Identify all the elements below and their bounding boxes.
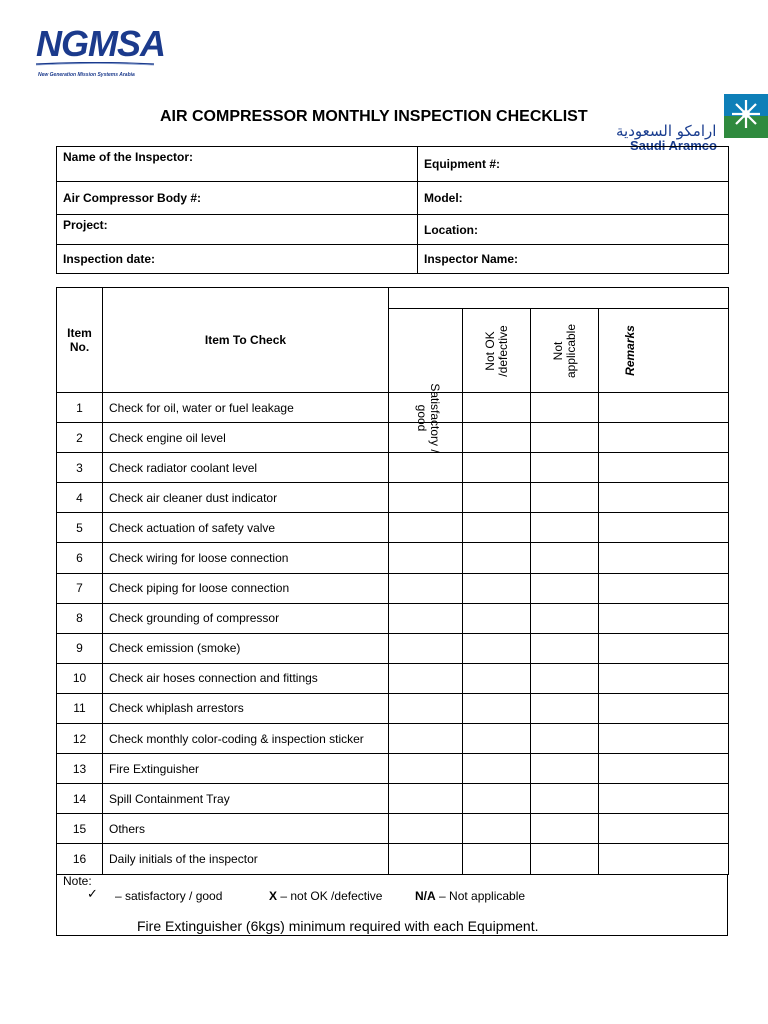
not-ok-cell[interactable] [463,844,531,874]
item-description: Check monthly color-coding & inspection sticker [103,724,389,754]
not-applicable-cell[interactable] [531,784,599,814]
inspection-date-field[interactable]: Inspection date: [57,245,418,274]
check-mark-icon: ✓ [87,886,98,901]
legend-not-applicable [415,889,525,903]
fire-extinguisher-note: Fire Extinguisher (6kgs) minimum required with each Equipment. [137,918,539,934]
model-field[interactable]: Model: [418,182,729,215]
table-row [57,573,729,603]
not-ok-cell[interactable] [463,754,531,784]
item-number: 5 [57,513,103,543]
item-number: 7 [57,573,103,603]
item-description: Check emission (smoke) [103,633,389,663]
item-number: 14 [57,784,103,814]
not-ok-cell[interactable] [463,633,531,663]
aramco-latin-text: Saudi Aramco [630,138,717,153]
item-description: Check air cleaner dust indicator [103,483,389,513]
satisfactory-cell[interactable] [389,663,463,693]
item-description: Spill Containment Tray [103,784,389,814]
remarks-cell[interactable] [599,483,729,513]
item-description: Check for oil, water or fuel leakage [103,393,389,423]
header-item-no: Item No. [57,288,103,393]
not-ok-cell[interactable] [463,784,531,814]
item-number: 2 [57,423,103,453]
not-applicable-cell[interactable] [531,483,599,513]
not-ok-cell[interactable] [463,513,531,543]
table-row [57,633,729,663]
legend-x-symbol: X [269,889,278,903]
header-not-ok-label: Not OK /defective [482,324,510,377]
remarks-cell[interactable] [599,724,729,754]
item-description: Check whiplash arrestors [103,693,389,723]
not-applicable-cell[interactable] [531,693,599,723]
item-number: 6 [57,543,103,573]
compressor-body-field[interactable]: Air Compressor Body #: [57,182,418,215]
item-description: Check air hoses connection and fittings [103,663,389,693]
remarks-cell[interactable] [599,693,729,723]
item-description: Others [103,814,389,844]
header-satisfactory-label: Satisfactory / good [415,383,442,453]
header-satisfactory [415,383,442,453]
remarks-cell[interactable] [599,784,729,814]
item-number: 4 [57,483,103,513]
not-applicable-cell[interactable] [531,573,599,603]
not-ok-cell[interactable] [463,603,531,633]
satisfactory-cell[interactable] [389,573,463,603]
aramco-star-icon [724,94,768,138]
aramco-arabic-text: ارامكو السعودية [616,122,717,140]
remarks-cell[interactable] [599,663,729,693]
remarks-cell[interactable] [599,393,729,423]
table-row [57,814,729,844]
remarks-cell[interactable] [599,543,729,573]
header-item-to-check: Item To Check [103,288,389,393]
not-applicable-cell[interactable] [531,603,599,633]
not-applicable-cell[interactable] [531,724,599,754]
item-number: 10 [57,663,103,693]
item-number: 8 [57,603,103,633]
item-description: Fire Extinguisher [103,754,389,784]
satisfactory-cell[interactable] [389,483,463,513]
item-number: 1 [57,393,103,423]
not-applicable-cell[interactable] [531,844,599,874]
notes-section [56,874,728,936]
header-remarks [599,309,729,393]
not-applicable-cell[interactable] [531,633,599,663]
item-description: Check radiator coolant level [103,453,389,483]
not-ok-cell[interactable] [463,543,531,573]
item-number: 15 [57,814,103,844]
ngmsa-logo [36,23,165,82]
remarks-cell[interactable] [599,573,729,603]
not-ok-cell[interactable] [463,393,531,423]
location-field[interactable]: Location: [418,215,729,245]
checklist-rows [57,393,729,875]
table-row [57,423,729,453]
legend-not-ok [269,889,382,903]
remarks-cell[interactable] [599,513,729,543]
satisfactory-cell[interactable] [389,693,463,723]
remarks-cell[interactable] [599,844,729,874]
header-remarks-label: Remarks [622,325,637,376]
item-number: 3 [57,453,103,483]
not-ok-cell[interactable] [463,483,531,513]
remarks-cell[interactable] [599,453,729,483]
ngmsa-logo-text: NGMSA [36,23,165,64]
remarks-cell[interactable] [599,814,729,844]
satisfactory-cell[interactable] [389,724,463,754]
ngmsa-tagline: New Generation Mission Systems Arabia [38,72,135,78]
remarks-cell[interactable] [599,423,729,453]
table-row [57,603,729,633]
table-row [57,663,729,693]
item-description: Check piping for loose connection [103,573,389,603]
table-row [57,453,729,483]
not-applicable-cell[interactable] [531,814,599,844]
inspection-info-table [56,146,729,274]
item-number: 12 [57,724,103,754]
satisfactory-cell[interactable] [389,844,463,874]
table-row [57,784,729,814]
not-applicable-cell[interactable] [531,423,599,453]
item-number: 11 [57,693,103,723]
item-description: Check grounding of compressor [103,603,389,633]
remarks-cell[interactable] [599,754,729,784]
not-ok-cell[interactable] [463,573,531,603]
inspector-field[interactable]: Inspector Name: [418,245,729,274]
table-row [57,483,729,513]
header-not-applicable-label: Not applicable [550,323,578,378]
header-blank-cell [389,288,729,309]
not-applicable-cell[interactable] [531,543,599,573]
item-number: 16 [57,844,103,874]
satisfactory-cell[interactable] [389,814,463,844]
page-title: AIR COMPRESSOR MONTHLY INSPECTION CHECKLIST [160,108,588,125]
not-ok-cell[interactable] [463,814,531,844]
item-description: Daily initials of the inspector [103,844,389,874]
table-row [57,754,729,784]
table-row [57,513,729,543]
logo-swoosh-icon [36,62,154,66]
not-ok-cell[interactable] [463,693,531,723]
remarks-cell[interactable] [599,633,729,663]
legend-satisfactory: – satisfactory / good [115,889,223,903]
satisfactory-cell[interactable] [389,543,463,573]
satisfactory-cell[interactable] [389,633,463,663]
item-description: Check engine oil level [103,423,389,453]
remarks-cell[interactable] [599,603,729,633]
legend-na-text: – Not applicable [439,889,526,903]
note-label: Note: [63,874,92,888]
header-not-applicable [531,309,599,393]
satisfactory-cell[interactable] [389,784,463,814]
legend-na-symbol: N/A [415,889,436,903]
legend-x-text: – not OK /defective [280,889,383,903]
table-row [57,724,729,754]
item-description: Check actuation of safety valve [103,513,389,543]
not-applicable-cell[interactable] [531,393,599,423]
not-applicable-cell[interactable] [531,754,599,784]
table-row [57,393,729,423]
inspector-name-field[interactable]: Name of the Inspector: [57,147,418,182]
not-ok-cell[interactable] [463,663,531,693]
not-ok-cell[interactable] [463,423,531,453]
not-applicable-cell[interactable] [531,663,599,693]
equipment-field[interactable]: Equipment #: [418,147,729,182]
not-ok-cell[interactable] [463,724,531,754]
not-applicable-cell[interactable] [531,513,599,543]
item-description: Check wiring for loose connection [103,543,389,573]
not-ok-cell[interactable] [463,453,531,483]
satisfactory-cell[interactable] [389,513,463,543]
checklist-table [56,287,729,875]
table-row [57,844,729,874]
saudi-aramco-logo [612,92,768,154]
satisfactory-cell[interactable] [389,754,463,784]
table-row [57,543,729,573]
not-applicable-cell[interactable] [531,453,599,483]
header-not-ok [463,309,531,393]
satisfactory-cell[interactable] [389,603,463,633]
project-field[interactable]: Project: [57,215,418,245]
item-number: 9 [57,633,103,663]
table-row [57,693,729,723]
item-number: 13 [57,754,103,784]
